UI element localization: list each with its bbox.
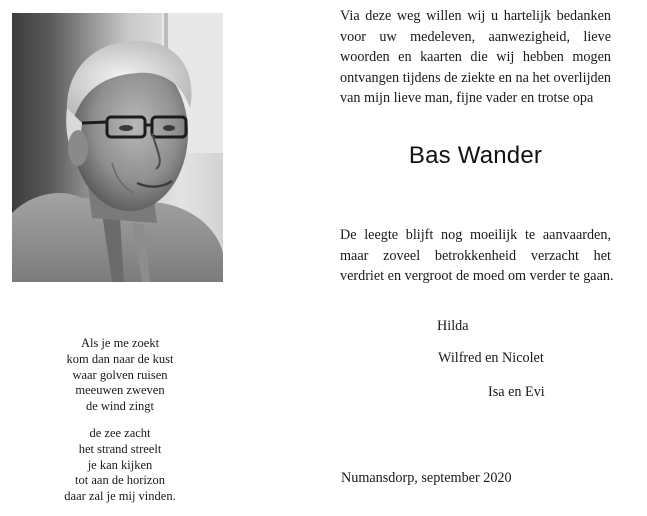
poem-line: het strand streelt — [78, 441, 162, 456]
poem-line: kom dan naar de kust — [66, 351, 174, 366]
poem-line: waar golven ruisen — [72, 367, 168, 382]
family-name-hilda: Hilda — [437, 318, 469, 334]
poem — [30, 336, 210, 505]
family-name-wilfred-nicolet: Wilfred en Nicolet — [438, 350, 544, 366]
portrait-photo — [12, 13, 223, 282]
closing-paragraph — [340, 225, 614, 287]
thanks-paragraph — [340, 6, 611, 109]
thanks-line: van mijn lieve man, fijne vader en trotse opa — [340, 90, 594, 107]
closing-line: De leegte blijft nog moeilijk te aanvaarden, — [340, 227, 611, 243]
thanks-line: woorden en kaarten die wij hebben mogen — [340, 49, 611, 66]
poem-stanza — [30, 336, 210, 415]
thanks-line: voor uw medeleven, aanwezigheid, lieve — [340, 28, 611, 45]
poem-line: de wind zingt — [85, 399, 155, 414]
place-and-date: Numansdorp, september 2020 — [341, 470, 512, 486]
closing-line: verdriet en vergroot de moed om verder te gaan. — [340, 268, 614, 285]
portrait-photo-icon — [12, 13, 223, 282]
poem-line: je kan kijken — [87, 457, 153, 472]
thanks-line: Via deze weg willen wij u hartelijk bedanken — [340, 8, 611, 24]
family-name-isa-evi: Isa en Evi — [488, 384, 545, 400]
poem-line: Als je me zoekt — [80, 336, 160, 350]
poem-stanza — [30, 426, 210, 505]
poem-line: meeuwen zweven — [75, 383, 165, 398]
poem-line: de zee zacht — [89, 425, 151, 440]
thanks-line: ontvangen tijdens de ziekte en na het overlijden — [340, 69, 611, 86]
closing-line: maar zoveel betrokkenheid verzacht het — [340, 247, 611, 264]
poem-line: tot aan de horizon — [75, 473, 165, 488]
poem-line: daar zal je mij vinden. — [64, 489, 176, 504]
deceased-name: Bas Wander — [408, 142, 543, 169]
